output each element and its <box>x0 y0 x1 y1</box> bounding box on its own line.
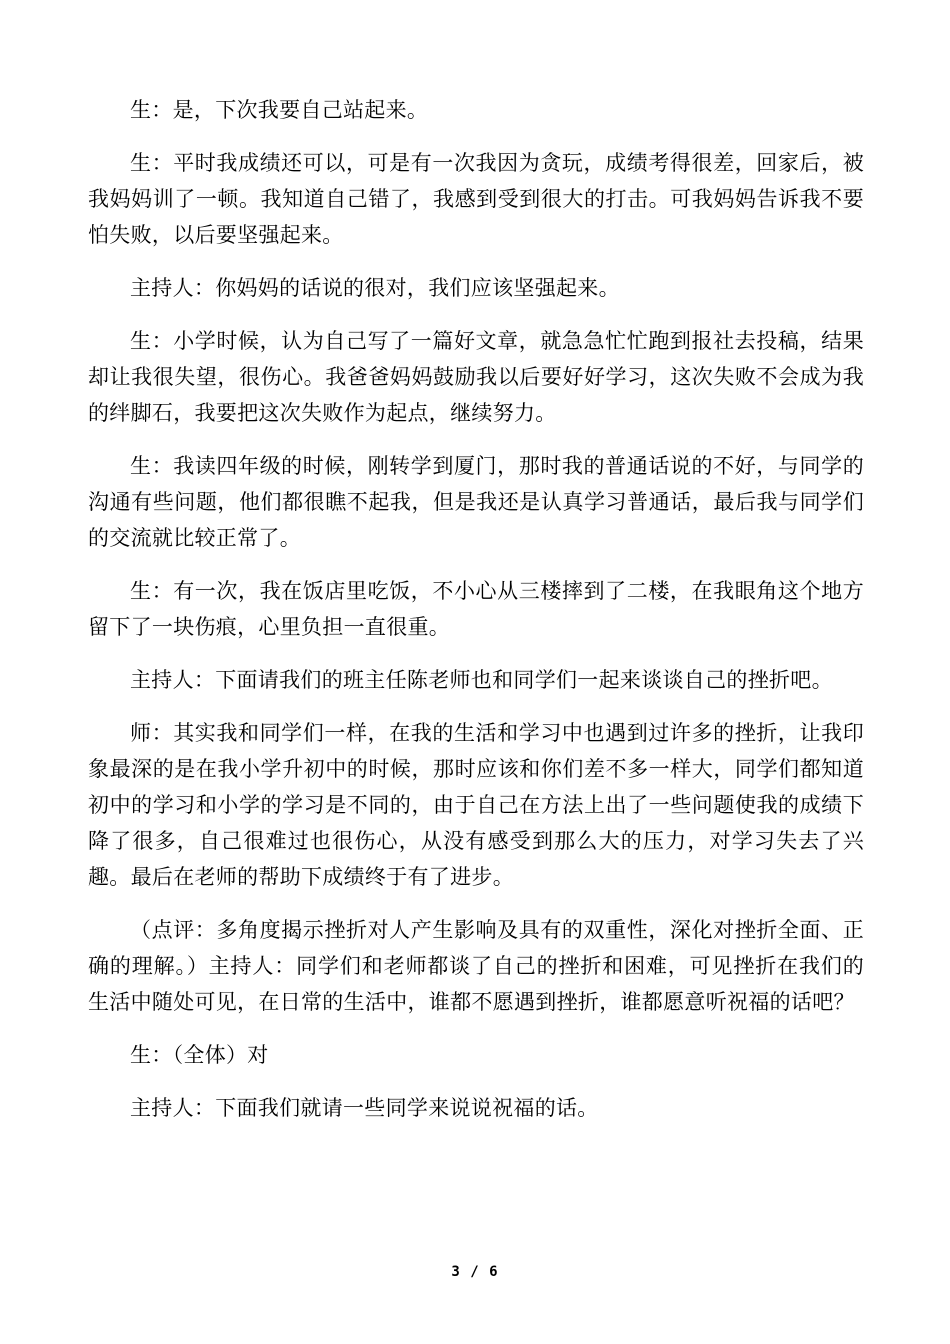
paragraph: 生：小学时候，认为自己写了一篇好文章，就急急忙忙跑到报社去投稿，结果却让我很失望，很伤心。我爸爸妈妈鼓励我以后要好好学习，这次失败不会成为我的绊脚石，我要把这次失败作为起点，继续努力。 <box>88 329 864 425</box>
paragraph: 主持人：下面请我们的班主任陈老师也和同学们一起来谈谈自己的挫折吧。 <box>130 668 833 692</box>
paragraph: 生：是，下次我要自己站起来。 <box>130 98 429 122</box>
document-body <box>88 92 864 1143</box>
paragraph: 生：平时我成绩还可以，可是有一次我因为贪玩，成绩考得很差，回家后，被我妈妈训了一顿。我知道自己错了，我感到受到很大的打击。可我妈妈告诉我不要怕失败，以后要坚强起来。 <box>88 151 864 247</box>
paragraph: 生：有一次，我在饭店里吃饭，不小心从三楼摔到了二楼，在我眼角这个地方留下了一块伤痕，心里负担一直很重。 <box>88 579 864 639</box>
paragraph: 生：（全体）对 <box>130 1043 269 1067</box>
page-number: 3 / 6 <box>451 1264 499 1280</box>
paragraph: 师：其实我和同学们一样，在我的生活和学习中也遇到过许多的挫折，让我印象最深的是在我小学升初中的时候，那时应该和你们差不多一样大，同学们都知道初中的学习和小学的学习是不同的，由于自己在方法上出了一些问题使我的成绩下降了很多，自己很难过也很伤心，从没有感受到那么大的压力，对学习失去了兴趣。最后在老师的帮助下成绩终于有了进步。 <box>88 721 864 889</box>
paragraph: 生：我读四年级的时候，刚转学到厦门，那时我的普通话说的不好，与同学的沟通有些问题，他们都很瞧不起我，但是我还是认真学习普通话，最后我与同学们的交流就比较正常了。 <box>88 454 864 550</box>
paragraph: 主持人：你妈妈的话说的很对，我们应该坚强起来。 <box>130 276 620 300</box>
paragraph: （点评：多角度揭示挫折对人产生影响及具有的双重性，深化对挫折全面、正确的理解。）主持人：同学们和老师都谈了自己的挫折和困难，可见挫折在我们的生活中随处可见，在日常的生活中，谁都不愿遇到挫折，谁都愿意听祝福的话吧？ <box>88 918 864 1014</box>
paragraph: 主持人：下面我们就请一些同学来说说祝福的话。 <box>130 1096 599 1120</box>
